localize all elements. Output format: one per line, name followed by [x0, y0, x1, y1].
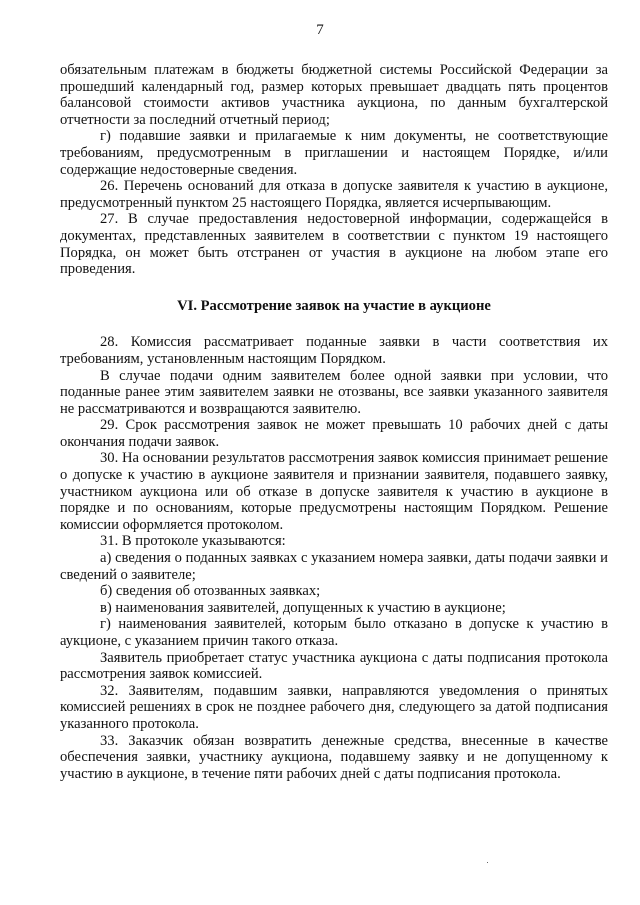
paragraph-31-item-a: а) сведения о поданных заявках с указанием номера заявки, даты подачи заявки и сведений о заявителе;	[60, 550, 608, 583]
paragraph-27: 27. В случае предоставления недостоверной информации, содержащейся в документах, представленных заявителем в соответствии с пунктом 19 настоящего Порядка, он может быть отстранен от участия в аукционе на любом этапе его проведения.	[60, 211, 608, 278]
paragraph-31-item-v: в) наименования заявителей, допущенных к участию в аукционе;	[100, 599, 506, 616]
paragraph-multiple-applications: В случае подачи одним заявителем более одной заявки при условии, что поданные ранее этим заявителем заявки не отозваны, все заявки указанного заявителя не рассматриваются и возвращаются заявителю.	[60, 367, 608, 417]
paragraph-31-item-g: г) наименования заявителей, которым было отказано в допуске к участию в аукционе, с указанием причин такого отказа.	[60, 616, 608, 649]
paragraph-29: 29. Срок рассмотрения заявок не может превышать 10 рабочих дней с даты окончания подачи заявок.	[60, 417, 608, 450]
page-number: 7	[316, 22, 324, 38]
paragraph-33: 33. Заказчик обязан возвратить денежные средства, внесенные в качестве обеспечения заявки, участнику аукциона, подавшему заявку и не допущенному к участию в аукционе, в течение пяти рабочих дней с даты подписания протокола.	[60, 732, 608, 782]
paragraph-26: 26. Перечень оснований для отказа в допуске заявителя к участию в аукционе, предусмотренный пунктом 25 настоящего Порядка, является исчерпывающим.	[60, 178, 608, 211]
document-body	[60, 62, 608, 782]
scan-speck	[487, 862, 488, 863]
paragraph-item-g: г) подавшие заявки и прилагаемые к ним документы, не соответствующие требованиям, предусмотренным в приглашении и настоящем Порядке, и/или содержащие недостоверные сведения.	[60, 128, 608, 178]
paragraph-31: 31. В протоколе указываются:	[100, 533, 286, 550]
paragraph-30: 30. На основании результатов рассмотрения заявок комиссия принимает решение о допуске к участию в аукционе заявителя и признании заявителя, подавшего заявку, участником аукциона или об отказе в допуске заявителя к участию в аукционе в порядке и по основаниям, которые предусмотрены настоящим Порядком. Решение комиссии оформляется протоколом.	[60, 450, 608, 533]
paragraph-continuation: обязательным платежам в бюджеты бюджетной системы Российской Федерации за прошедший календарный год, размер которых превышает двадцать пять процентов балансовой стоимости активов участника аукциона, по данным бухгалтерской отчетности за последний отчетный период;	[60, 62, 608, 128]
paragraph-participant-status: Заявитель приобретает статус участника аукциона с даты подписания протокола рассмотрения заявок комиссией.	[60, 649, 608, 683]
section-heading: VI. Рассмотрение заявок на участие в аукционе	[177, 297, 491, 314]
paragraph-32: 32. Заявителям, подавшим заявки, направляются уведомления о принятых комиссией решениях в срок не позднее рабочего дня, следующего за датой подписания указанного протокола.	[60, 682, 608, 732]
paragraph-28: 28. Комиссия рассматривает поданные заявки в части соответствия их требованиям, установленным настоящим Порядком.	[60, 334, 608, 367]
paragraph-31-item-b: б) сведения об отозванных заявках;	[100, 583, 321, 600]
